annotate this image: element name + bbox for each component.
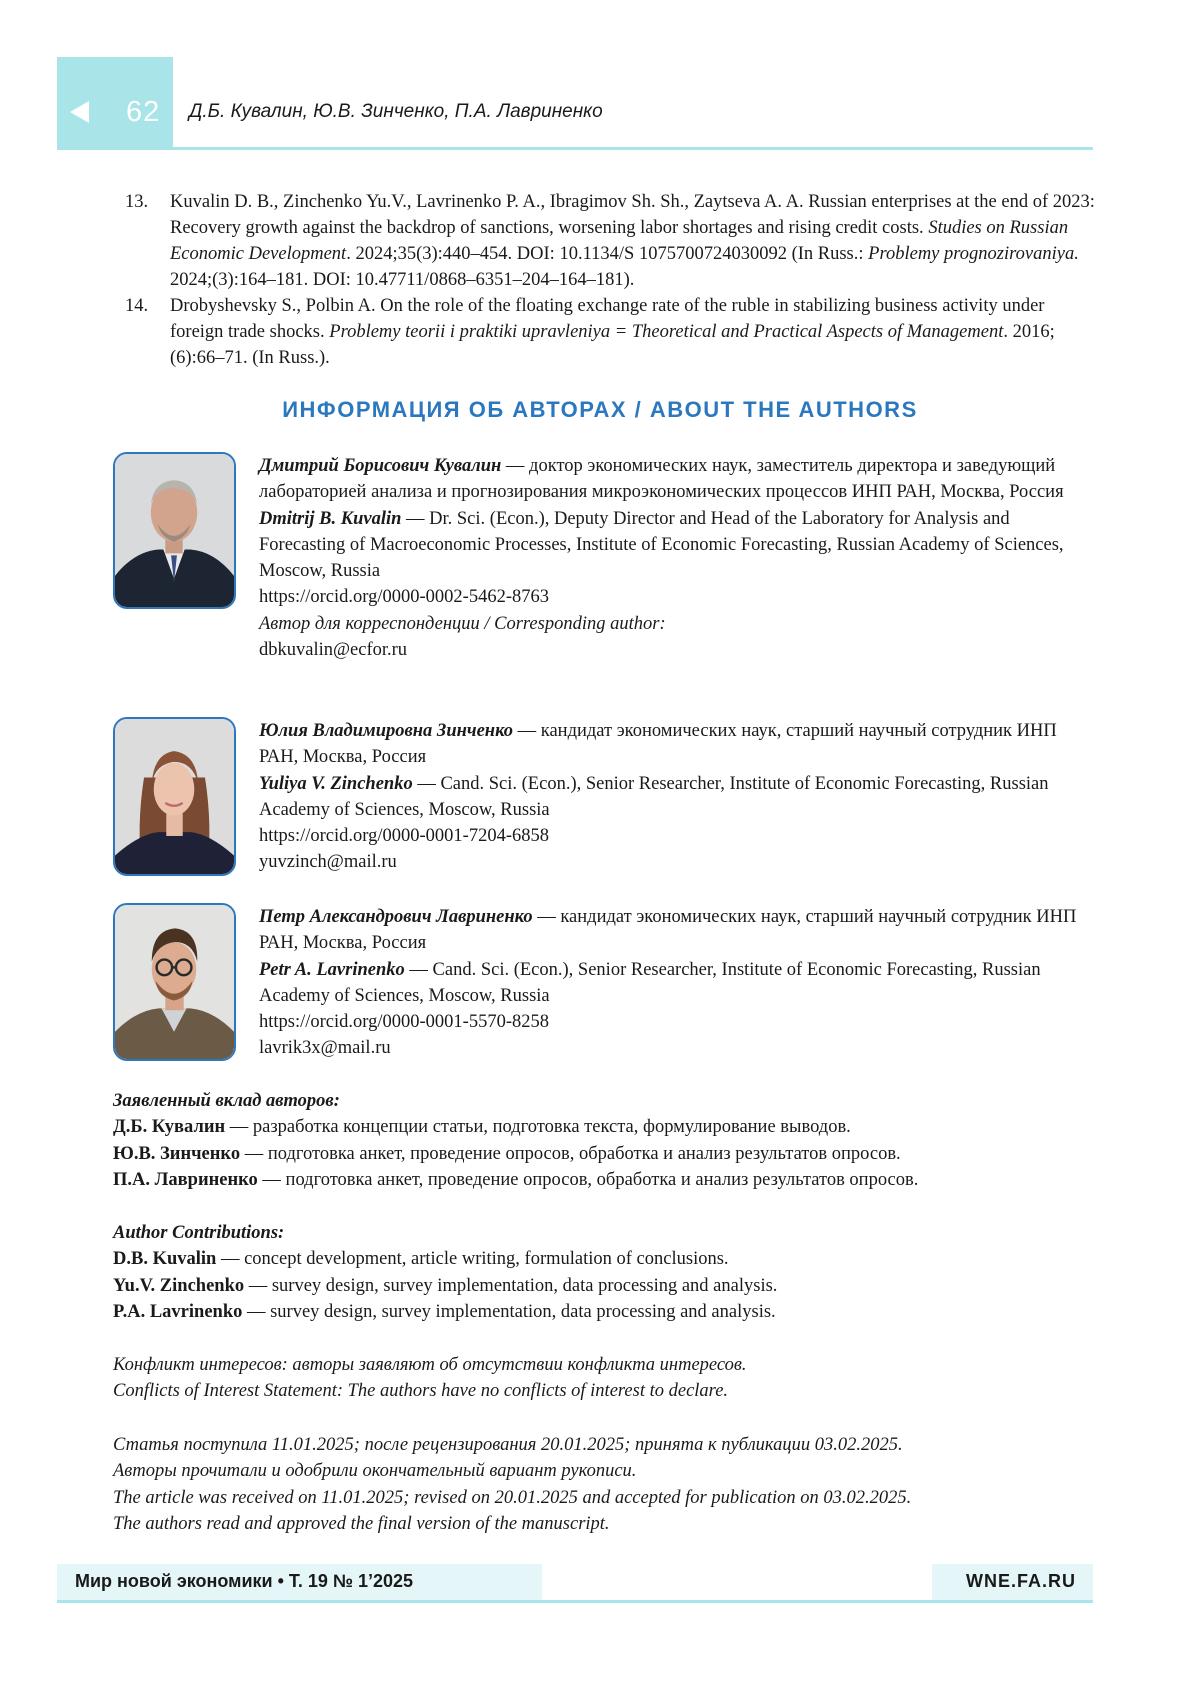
reference-list [125, 189, 1097, 371]
reference-journal: Problemy teorii i praktiki upravleniya = Theoretical and Practical Aspects of Management [329, 322, 1004, 342]
footer-site[interactable]: WNE.FA.RU [966, 1571, 1076, 1591]
contribution-text: — survey design, survey implementation, data processing and analysis. [244, 1275, 778, 1296]
author-name-ru: Петр Александрович Лавриненко [259, 907, 533, 927]
reference-journal: Problemy prognozirovaniya. [868, 244, 1079, 264]
contribution-item [113, 1114, 1103, 1140]
conflicts-ru: Конфликт интересов: авторы заявляют об отсутствии конфликта интересов. [113, 1355, 747, 1375]
reference-text: Kuvalin D. B., Zinchenko Yu.V., Lavrinenko P. A., Ibragimov Sh. Sh., Zaytseva A. A. Russian enterprises at the end of 2023: Recovery growth against the backdrop of sanctions, worsening labor shortages and rising credit costs. [170, 192, 1095, 238]
footer-journal: Мир новой экономики • Т. 19 № 1’2025 [75, 1571, 414, 1591]
contribution-text: — подготовка анкет, проведение опросов, обработка и анализ результатов опросов. [257, 1169, 919, 1190]
author-photo-zinchenko [113, 717, 236, 876]
dates-ru-received: Статья поступила 11.01.2025; после рецензирования 20.01.2025; принята к публикации 03.02.2025. [113, 1435, 903, 1455]
author-info-zinchenko [259, 718, 1097, 876]
contribution-name: Д.Б. Кувалин [113, 1117, 226, 1138]
reference-journal: Studies on Russian Economic Development [170, 218, 1069, 264]
contribution-text: — concept development, article writing, formulation of conclusions. [216, 1249, 729, 1270]
author-desc-ru: — доктор экономических наук, заместитель директора и заведующий лабораторией анализа и прогнозирования микроэкономических процессов ИНП РАН, Москва, Россия [259, 456, 1064, 503]
contributions-en [113, 1220, 1103, 1325]
conflicts-en: Conflicts of Interest Statement: The authors have no conflicts of interest to declare. [113, 1381, 729, 1402]
running-head: Д.Б. Кувалин, Ю.В. Зинченко, П.А. Лавриненко [189, 101, 603, 122]
footer-rule [57, 1600, 1093, 1603]
reference-item [125, 189, 1097, 293]
author-name-en: Petr A. Lavrinenko [259, 959, 405, 980]
triangle-left-icon [70, 101, 89, 123]
section-title: ИНФОРМАЦИЯ ОБ АВТОРАХ / ABOUT THE AUTHORS [282, 397, 918, 422]
corresponding-author-label: Автор для корреспонденции / Corresponding author: [259, 613, 666, 634]
author-name-en: Dmitrij B. Kuvalin [259, 508, 402, 529]
reference-text: 2024;(3):164–181. DOI: 10.47711/0868–6351–204–164–181). [170, 270, 635, 290]
author-info-kuvalin [259, 453, 1097, 663]
contribution-name: П.А. Лавриненко [113, 1169, 258, 1190]
dates-en-received: The article was received on 11.01.2025; revised on 20.01.2025 and accepted for publication on 03.02.2025. [113, 1487, 912, 1508]
contribution-name: D.B. Kuvalin [113, 1249, 217, 1270]
author-photo-kuvalin [113, 452, 236, 609]
contribution-text: — подготовка анкет, проведение опросов, обработка и анализ результатов опросов. [240, 1143, 901, 1164]
conflicts-statement [113, 1352, 1103, 1405]
contribution-item [113, 1246, 1103, 1272]
author-name-ru: Дмитрий Борисович Кувалин [259, 456, 502, 476]
author-email[interactable]: lavrik3x@mail.ru [259, 1038, 391, 1059]
contribution-name: Yu.V. Zinchenko [113, 1275, 245, 1296]
author-desc-ru: — кандидат экономических наук, старший научный сотрудник ИНП РАН, Москва, Россия [259, 721, 1057, 768]
article-dates [113, 1432, 1103, 1537]
dates-en-approved: The authors read and approved the final version of the manuscript. [113, 1513, 610, 1534]
contribution-text: — разработка концепции статьи, подготовка текста, формулирование выводов. [225, 1117, 851, 1138]
reference-text: . 2024;35(3):440–454. DOI: 10.1134/S 1075700724030092 (In Russ.: [346, 244, 869, 264]
reference-number: 13. [125, 192, 149, 212]
contributions-ru [113, 1088, 1103, 1193]
author-email[interactable]: dbkuvalin@ecfor.ru [259, 640, 408, 661]
contributions-heading: Author Contributions: [113, 1223, 285, 1243]
reference-number: 14. [125, 296, 149, 316]
author-orcid[interactable]: https://orcid.org/0000-0001-7204-6858 [259, 826, 549, 847]
contribution-item [113, 1299, 1103, 1325]
reference-text: Drobyshevsky S., Polbin A. On the role of the floating exchange rate of the ruble in stabilizing business activity under foreign trade shocks. [170, 296, 1045, 342]
author-desc-en: — Dr. Sci. (Econ.), Deputy Director and Head of the Laboratory for Analysis and Forecasting of Macroeconomic Processes, Institute of Economic Forecasting, Russian Academy of Sciences, Moscow, Russia [259, 508, 1064, 582]
contribution-text: — survey design, survey implementation, data processing and analysis. [242, 1301, 776, 1322]
author-name-en: Yuliya V. Zinchenko [259, 773, 413, 794]
contribution-name: Ю.В. Зинченко [113, 1143, 241, 1164]
author-orcid[interactable]: https://orcid.org/0000-0002-5462-8763 [259, 587, 549, 608]
contribution-name: P.A. Lavrinenko [113, 1301, 243, 1322]
reference-item [125, 293, 1097, 371]
author-desc-en: — Cand. Sci. (Econ.), Senior Researcher, Institute of Economic Forecasting, Russian Academy of Sciences, Moscow, Russia [259, 959, 1041, 1006]
contribution-item [113, 1141, 1103, 1167]
contribution-item [113, 1167, 1103, 1193]
contributions-heading: Заявленный вклад авторов: [113, 1091, 340, 1111]
author-desc-en: — Cand. Sci. (Econ.), Senior Researcher, Institute of Economic Forecasting, Russian Academy of Sciences, Moscow, Russia [259, 773, 1049, 820]
page-number: 62 [126, 96, 161, 128]
author-info-lavrinenko [259, 904, 1097, 1062]
author-orcid[interactable]: https://orcid.org/0000-0001-5570-8258 [259, 1012, 549, 1033]
author-photo-lavrinenko [113, 903, 236, 1061]
author-desc-ru: — кандидат экономических наук, старший научный сотрудник ИНП РАН, Москва, Россия [259, 907, 1077, 954]
reference-text: . 2016;(6):66–71. (In Russ.). [170, 322, 1055, 368]
author-name-ru: Юлия Владимировна Зинченко [259, 721, 513, 741]
dates-ru-approved: Авторы прочитали и одобрили окончательный вариант рукописи. [113, 1461, 637, 1482]
author-email[interactable]: yuvzinch@mail.ru [259, 852, 397, 873]
contribution-item [113, 1273, 1103, 1299]
header-rule [57, 147, 1093, 150]
